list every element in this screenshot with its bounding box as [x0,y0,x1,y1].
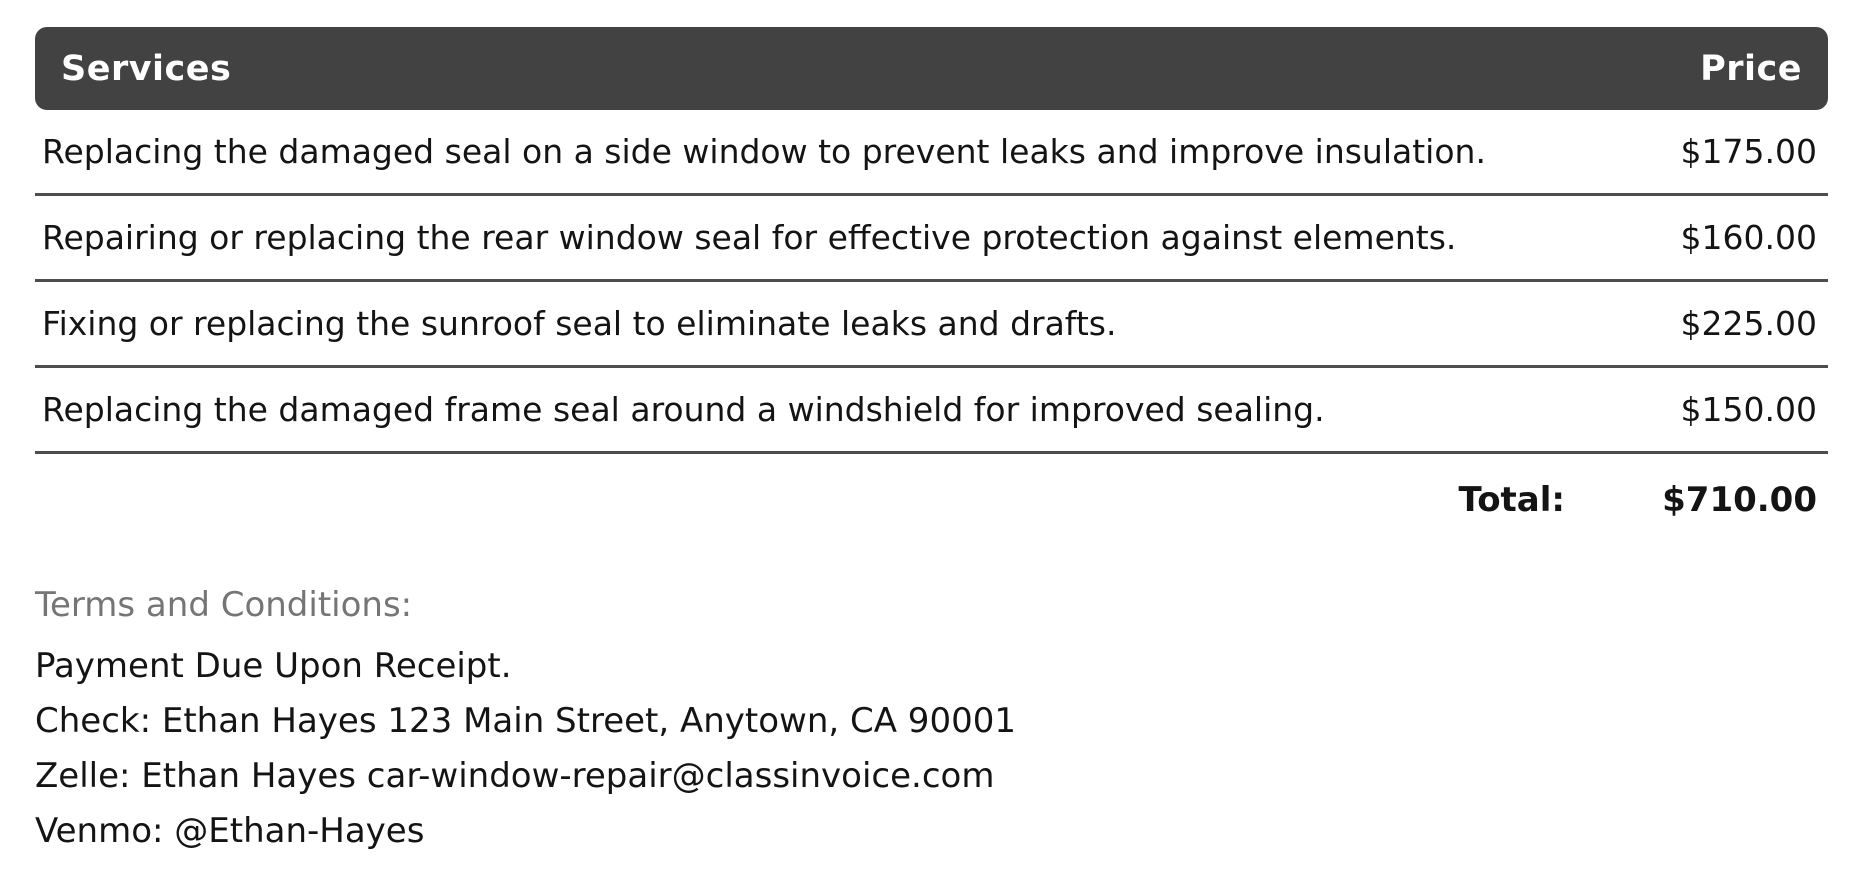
service-price: $225.00 [1680,304,1817,343]
terms-heading: Terms and Conditions: [35,585,413,625]
total-row [35,454,1828,546]
venmo-payment-line: Venmo: @Ethan-Hayes [35,811,425,851]
payment-due-line: Payment Due Upon Receipt. [35,646,512,686]
service-description: Fixing or replacing the sunroof seal to eliminate leaks and drafts. [42,304,1117,343]
table-row [35,282,1828,368]
service-price: $175.00 [1680,132,1817,171]
table-header-row [35,27,1828,110]
service-price: $160.00 [1680,218,1817,257]
table-row [35,368,1828,454]
check-payment-line: Check: Ethan Hayes 123 Main Street, Anytown, CA 90001 [35,701,1016,741]
service-price: $150.00 [1680,390,1817,429]
service-description: Replacing the damaged frame seal around a windshield for improved sealing. [42,390,1325,429]
table-row [35,196,1828,282]
service-description: Replacing the damaged seal on a side window to prevent leaks and improve insulation. [42,132,1486,171]
total-value: $710.00 [1662,480,1817,520]
total-label: Total: [1458,480,1565,520]
price-column-header: Price [1700,48,1802,89]
table-row [35,110,1828,196]
services-table [35,27,1828,546]
zelle-payment-line: Zelle: Ethan Hayes car-window-repair@classinvoice.com [35,756,995,796]
terms-section [35,578,1828,859]
service-description: Repairing or replacing the rear window seal for effective protection against elements. [42,218,1457,257]
services-column-header: Services [61,48,232,89]
